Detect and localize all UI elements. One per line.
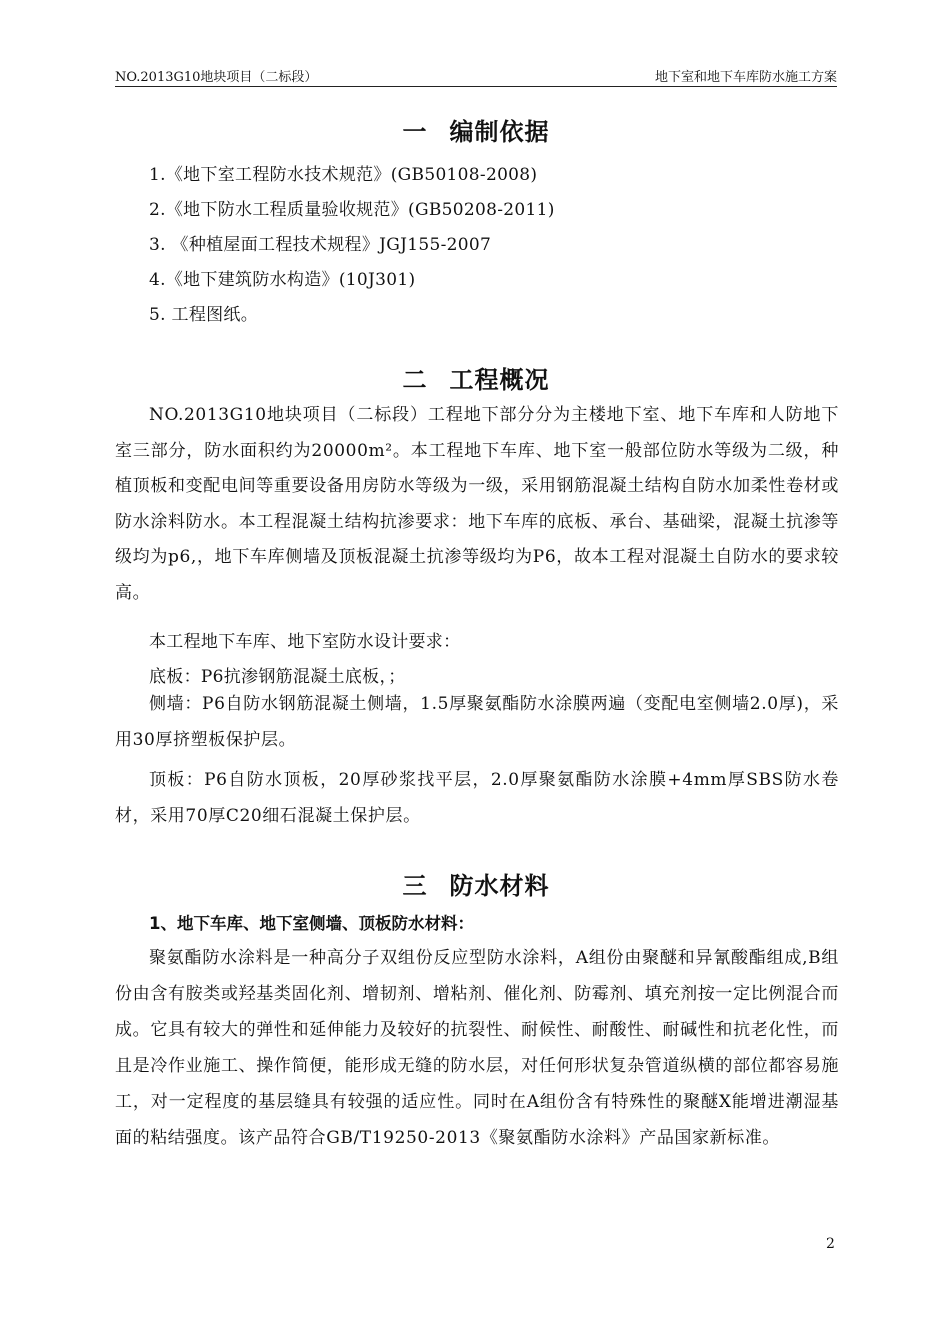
section-2-title: 工程概况 <box>449 366 550 394</box>
section-3-heading <box>115 866 837 901</box>
reference-item-1: 1.《地下室工程防水技术规范》(GB50108-2008) <box>149 165 538 185</box>
section-1-heading <box>115 112 837 147</box>
section-2-heading <box>115 360 837 395</box>
section-3-number: 三 <box>402 872 428 900</box>
header-document-title: 地下室和地下车库防水施工方案 <box>654 70 837 85</box>
design-requirements-intro: 本工程地下车库、地下室防水设计要求： <box>149 632 461 652</box>
side-wall-requirement: 侧墙：P6自防水钢筋混凝土侧墙，1.5厚聚氨酯防水涂膜两遍（变配电室侧墙2.0厚)，采用30厚挤塑板保护层。 <box>115 694 839 750</box>
section-1-title: 编制依据 <box>449 118 550 146</box>
floor-slab-requirement: 底板：P6抗渗钢筋混凝土底板，； <box>149 667 406 687</box>
header-project-name: NO.2013G10地块项目（二标段） <box>115 70 318 85</box>
section-3-title: 防水材料 <box>449 872 550 900</box>
reference-item-3: 3. 《种植屋面工程技术规程》JGJ155-2007 <box>149 235 492 255</box>
section-1-number: 一 <box>402 118 428 146</box>
section-2-number: 二 <box>402 366 428 394</box>
reference-item-2: 2.《地下防水工程质量验收规范》(GB50208-2011) <box>149 200 555 220</box>
page-header <box>115 66 837 87</box>
overview-paragraph: NO.2013G10地块项目（二标段）工程地下部分分为主楼地下室、地下车库和人防地下室三部分，防水面积约为20000m²。本工程地下车库、地下室一般部位防水等级为二级，种植顶板和变配电间等重要设备用房防水等级为一级，采用钢筋混凝土结构自防水加柔性卷材或防水涂料防水。本工程混凝土结构抗渗要求：地下车库的底板、承台、基础梁，混凝土抗渗等级均为p6,，地下车库侧墙及顶板混凝土抗渗等级均为P6，故本工程对混凝土自防水的要求较高。 <box>115 405 839 603</box>
reference-item-5: 5. 工程图纸。 <box>149 305 259 325</box>
roof-slab-requirement: 顶板：P6自防水顶板，20厚砂浆找平层，2.0厚聚氨酯防水涂膜+4mm厚SBS防水卷材，采用70厚C20细石混凝土保护层。 <box>115 770 839 826</box>
subsection-1-heading: 1、地下车库、地下室侧墙、顶板防水材料： <box>149 914 474 933</box>
material-description-paragraph: 聚氨酯防水涂料是一种高分子双组份反应型防水涂料，A组份由聚醚和异氰酸酯组成,B组份由含有胺类或羟基类固化剂、增韧剂、增粘剂、催化剂、防霉剂、填充剂按一定比例混合而成。它具有较大的弹性和延伸能力及较好的抗裂性、耐候性、耐酸性、耐碱性和抗老化性，而且是冷作业施工、操作简便，能形成无缝的防水层，对任何形状复杂管道纵横的部位都容易施工，对一定程度的基层缝具有较强的适应性。同时在A组份含有特殊性的聚醚X能增进潮湿基面的粘结强度。该产品符合GB/T19250-2013《聚氨酯防水涂料》产品国家新标准。 <box>115 948 839 1148</box>
page-number: 2 <box>826 1236 835 1252</box>
reference-item-4: 4.《地下建筑防水构造》(10J301) <box>149 270 416 290</box>
